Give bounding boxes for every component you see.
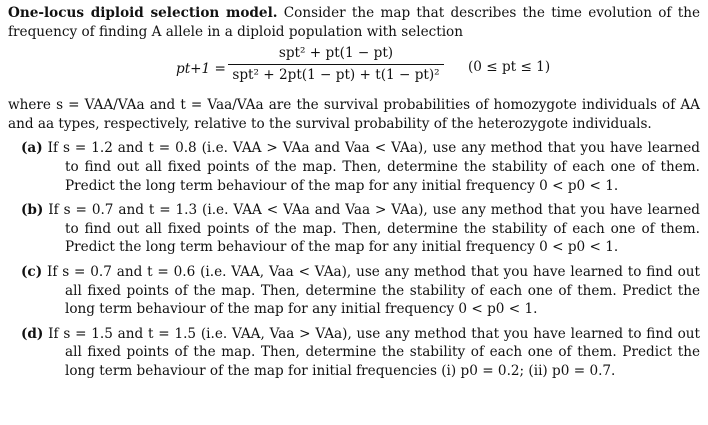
part-c [8,263,700,319]
intro-text: Consider the map that describes the time evolution of the frequency of finding A allele in a diploid population with selection [8,5,700,40]
part-d-label: (d) [21,325,44,342]
intro-paragraph [8,4,700,41]
part-c-label: (c) [21,263,43,280]
map-equation [8,44,700,94]
equation-condition: (0 ≤ pt ≤ 1) [468,59,551,76]
equation-numerator: spt² + pt(1 − pt) [278,45,394,62]
equation-fraction [226,44,446,84]
part-a [8,139,700,195]
part-d-text: If s = 1.5 and t = 1.5 (i.e. VAA, Vaa > VAa), use any method that you have learned to find out all fixed points of the map. Then, determine the stability of each one of them. Predict the long term behaviour of the map for initial frequencies (i) p0 = 0.2; (ii) p0 = 0.7. [48,325,701,379]
problem-title: One-locus diploid selection model. [8,5,278,21]
part-a-label: (a) [21,140,43,157]
part-d [8,325,700,381]
part-b [8,201,700,257]
part-b-text: If s = 0.7 and t = 1.3 (i.e. VAA < VAa and Vaa > VAa), use any method that you have learned to find out all fixed points of the map. Then, determine the stability of each one of them. Predict the long term behaviour of the map for any initial frequency 0 < p0 < 1. [48,202,700,256]
part-c-text: If s = 0.7 and t = 0.6 (i.e. VAA, Vaa < VAa), use any method that you have learned to find out all fixed points of the map. Then, determine the stability of each one of them. Predict the long term behaviour of the map for any initial frequency 0 < p0 < 1. [47,263,700,318]
part-a-text: If s = 1.2 and t = 0.8 (i.e. VAA > VAa and Vaa < VAa), use any method that you have learned to find out all fixed points of the map. Then, determine the stability of each one of them. Predict the long term behaviour of the map for any initial frequency 0 < p0 < 1. [47,140,700,194]
definition-paragraph: where s = VAA/VAa and t = Vaa/VAa are the survival probabilities of homozygote individuals of AA and aa types, respectively, relative to the survival probability of the heterozygote individuals. [8,97,700,132]
equation-lhs: pt+1 = [176,61,226,78]
part-b-label: (b) [21,202,44,219]
equation-denominator: spt² + 2pt(1 − pt) + t(1 − pt)² [232,66,440,83]
